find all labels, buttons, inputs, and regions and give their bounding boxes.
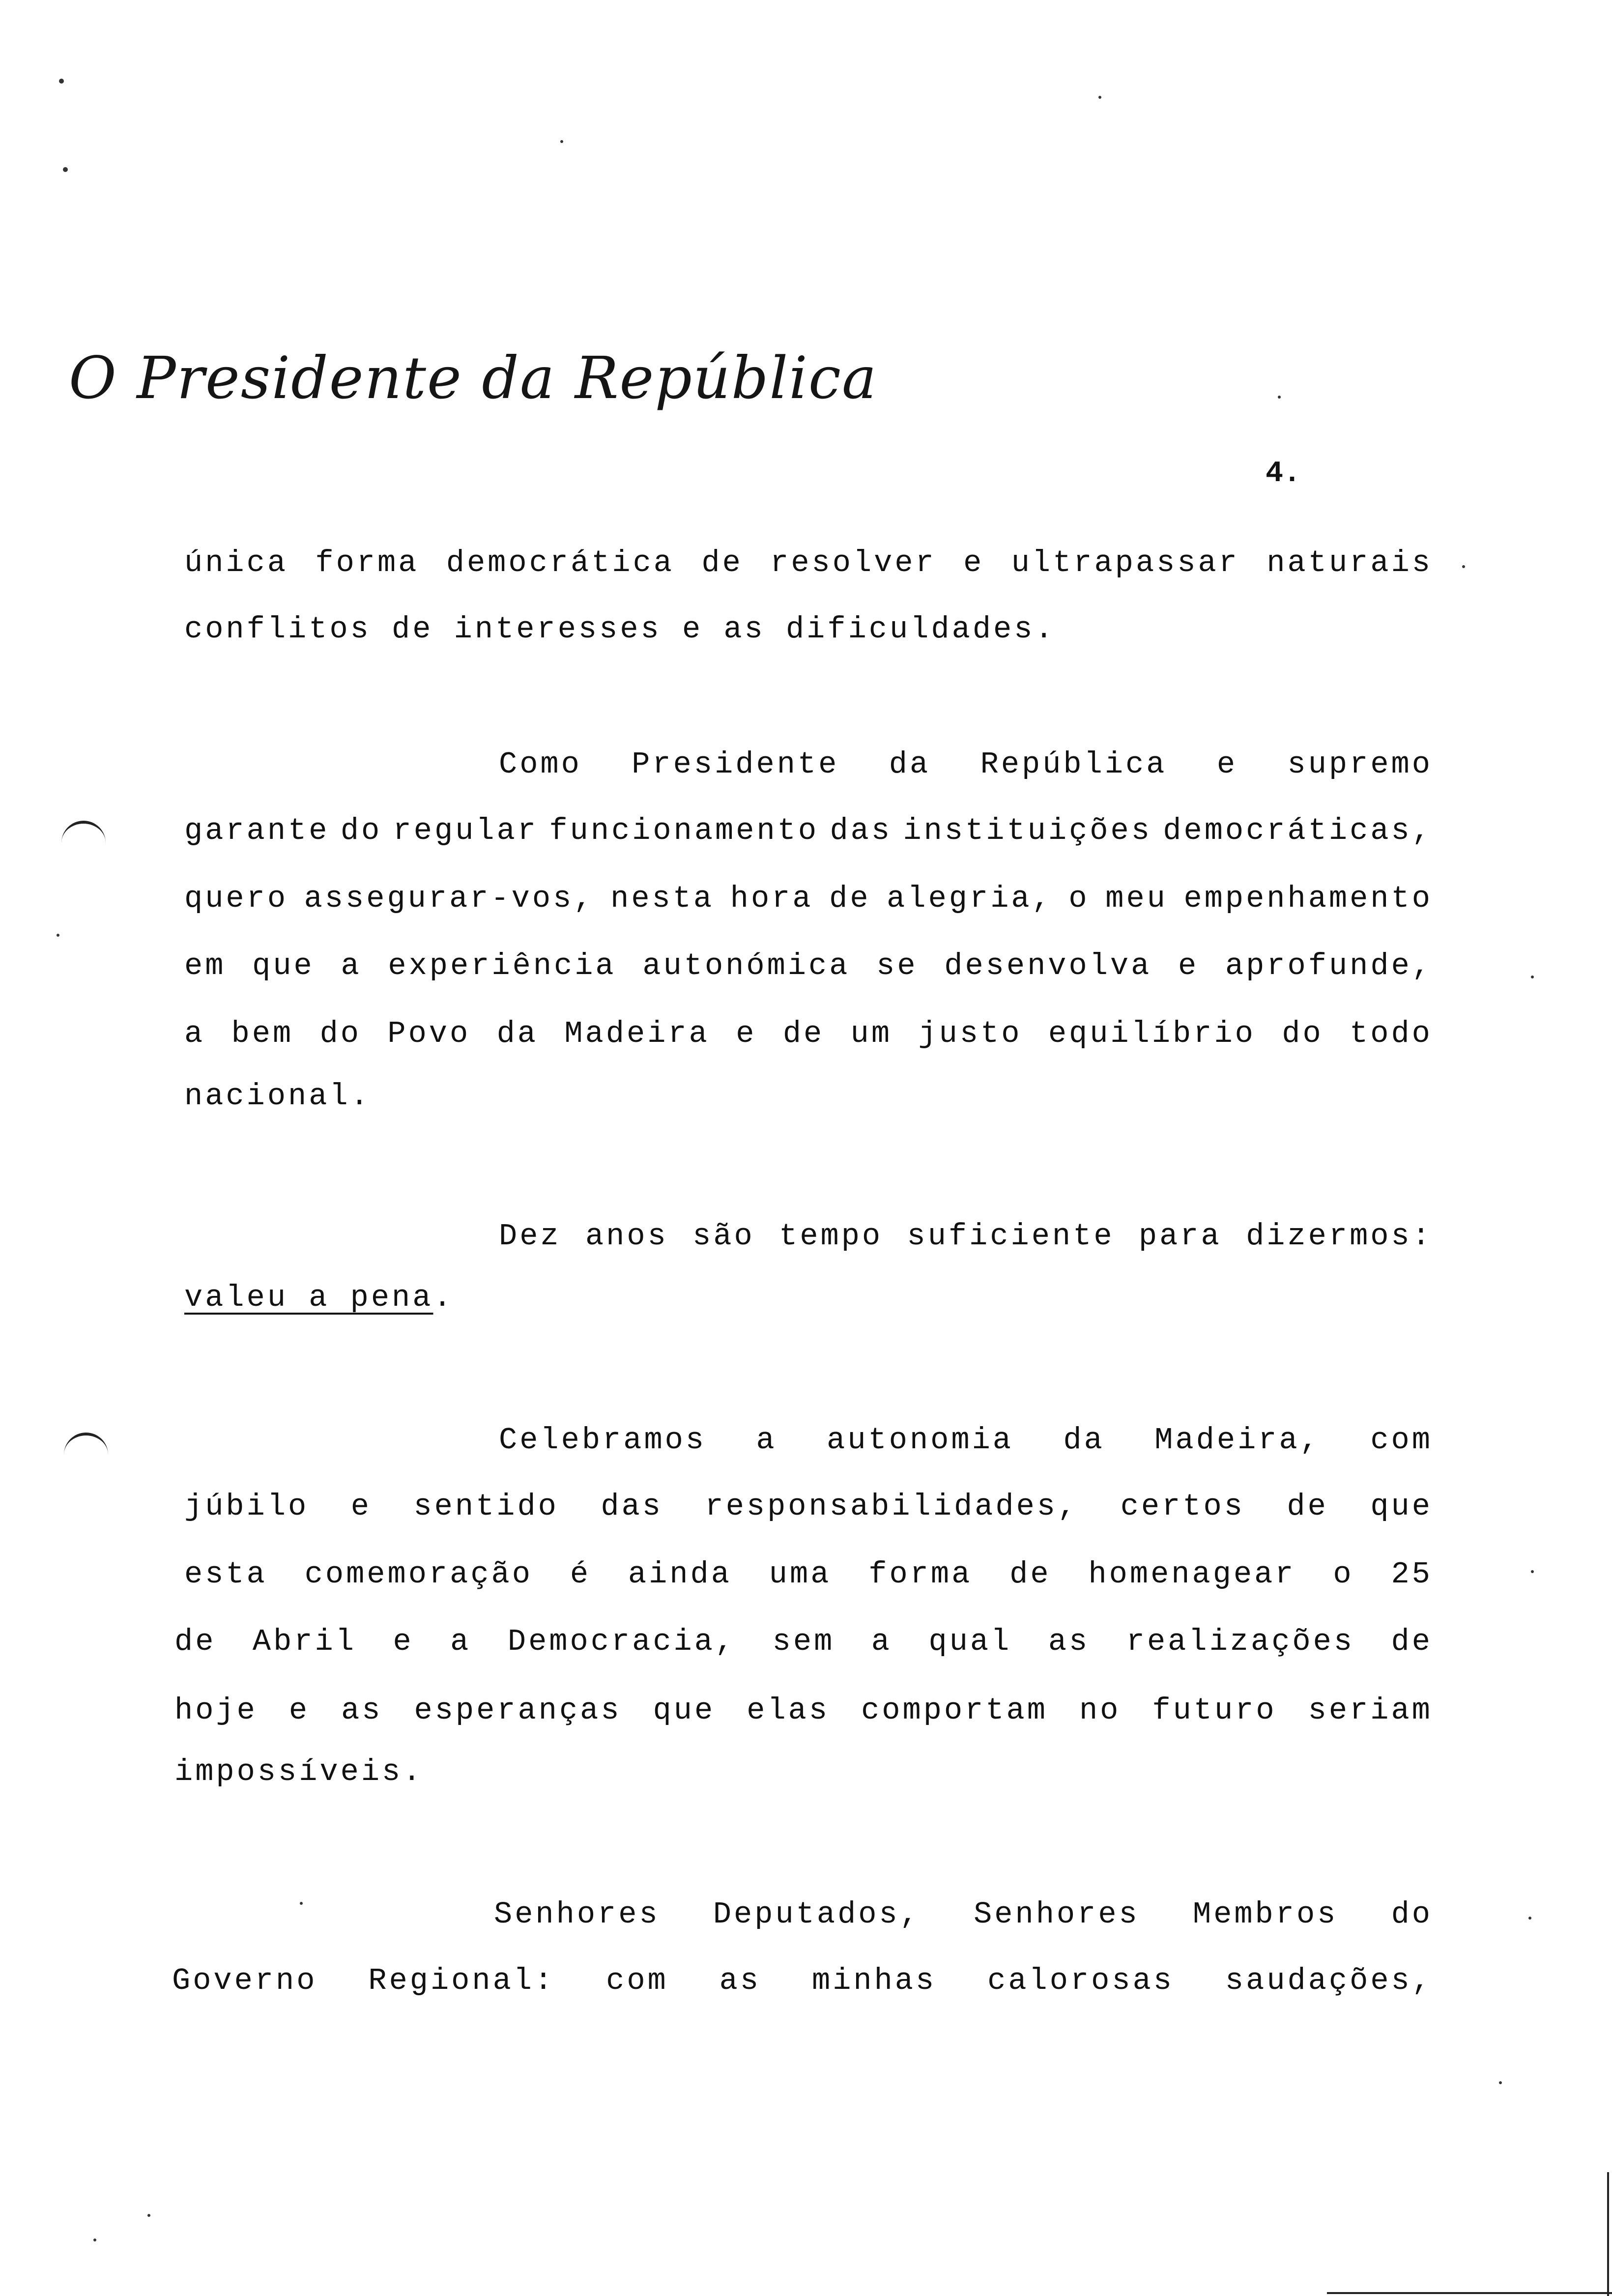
scan-speck: [1531, 1570, 1534, 1573]
word: única: [184, 545, 288, 580]
word: são: [692, 1219, 755, 1254]
word: sem: [772, 1624, 835, 1659]
word: e: [1178, 948, 1199, 983]
word: homenagear: [1088, 1557, 1296, 1592]
page-number: 4.: [1266, 457, 1301, 490]
word: o: [1068, 881, 1090, 916]
text-line: [184, 1079, 371, 1114]
word: as: [719, 1963, 761, 1998]
word: em: [184, 948, 226, 983]
word: de: [1391, 1624, 1433, 1659]
word: hora: [730, 881, 813, 916]
text-line: [494, 1897, 1433, 1932]
word: Dez: [499, 1219, 561, 1254]
word: de: [782, 1016, 825, 1051]
word: de: [829, 881, 871, 916]
word: dizermos:: [1246, 1219, 1433, 1254]
margin-bracket-mark: [64, 1433, 108, 1455]
word: ainda: [628, 1557, 732, 1592]
line-text: conflitos de interesses e as dificuldades.: [184, 612, 1056, 647]
word: e: [736, 1016, 757, 1051]
word: bem: [231, 1016, 294, 1051]
word: Senhores: [494, 1897, 660, 1932]
margin-bracket-mark: [61, 821, 106, 843]
word: Madeira: [564, 1016, 710, 1051]
word: assegurar-vos,: [304, 881, 595, 916]
scan-speck: [93, 2239, 96, 2241]
word: um: [850, 1016, 892, 1051]
word: e: [350, 1489, 372, 1524]
word: suficiente: [907, 1219, 1115, 1254]
line-text: impossíveis.: [174, 1754, 424, 1789]
scan-speck: [59, 79, 64, 84]
word: autonomia: [827, 1423, 1013, 1458]
word: resolver: [770, 545, 936, 580]
word: é: [570, 1557, 591, 1592]
scan-speck: [1528, 1917, 1531, 1920]
word: comportam: [861, 1693, 1048, 1728]
word: e: [393, 1624, 414, 1659]
word: calorosas: [987, 1963, 1174, 1998]
word: Senhores: [974, 1897, 1140, 1932]
text-line: [499, 1423, 1433, 1458]
word: Membros: [1192, 1897, 1338, 1932]
word: se: [876, 948, 918, 983]
word: supremo: [1287, 747, 1433, 782]
word: democrática: [446, 545, 675, 580]
word: aprofunde,: [1225, 948, 1433, 983]
text-line: [184, 1016, 1433, 1051]
word: da: [496, 1016, 539, 1051]
word: 25: [1391, 1557, 1433, 1592]
word: Regional:: [368, 1963, 555, 1998]
word: Democracia,: [507, 1624, 736, 1659]
word: Abril: [252, 1624, 356, 1659]
word: autonómica: [642, 948, 850, 983]
word: Povo: [387, 1016, 471, 1051]
scan-speck: [1499, 2081, 1502, 2084]
word: para: [1138, 1219, 1222, 1254]
word: do: [1282, 1016, 1324, 1051]
word: naturais: [1267, 545, 1433, 580]
word: seriam: [1308, 1693, 1433, 1728]
word: esperanças: [414, 1693, 622, 1728]
word: sentido: [413, 1489, 559, 1524]
word: equilíbrio: [1048, 1016, 1256, 1051]
line-text: nacional.: [184, 1079, 371, 1114]
word: forma: [868, 1557, 973, 1592]
word: que: [653, 1693, 716, 1728]
word: alegria,: [887, 881, 1053, 916]
word: saudações,: [1225, 1963, 1433, 1998]
word: de: [1287, 1489, 1328, 1524]
text-line: [184, 948, 1433, 983]
word: nesta: [610, 881, 715, 916]
word: a: [450, 1624, 471, 1659]
text-line: [172, 1963, 1433, 1998]
word: a: [871, 1624, 892, 1659]
text-line: [184, 1280, 452, 1315]
scan-speck: [560, 140, 563, 143]
word: da: [889, 747, 931, 782]
word: ultrapassar: [1011, 545, 1239, 580]
word: Presidente: [632, 747, 839, 782]
word: do: [319, 1016, 362, 1051]
word: no: [1079, 1693, 1121, 1728]
word: instituições: [903, 813, 1152, 848]
word: esta: [184, 1557, 267, 1592]
text-line: [184, 612, 1056, 647]
word: Madeira,: [1154, 1423, 1321, 1458]
word: República: [980, 747, 1167, 782]
scan-speck: [1098, 96, 1101, 99]
word: com: [1370, 1423, 1433, 1458]
word: Governo: [172, 1963, 317, 1998]
word: comemoração: [304, 1557, 533, 1592]
scan-speck: [57, 934, 59, 937]
word: meu: [1105, 881, 1168, 916]
word: anos: [585, 1219, 668, 1254]
word: realizações: [1126, 1624, 1355, 1659]
scan-speck: [1462, 565, 1465, 568]
word: democráticas,: [1163, 813, 1433, 848]
word: das: [601, 1489, 663, 1524]
word: certos: [1120, 1489, 1245, 1524]
word: desenvolva: [944, 948, 1152, 983]
text-line: [499, 747, 1433, 782]
word: a: [341, 948, 362, 983]
word: justo: [918, 1016, 1022, 1051]
text-line: [184, 545, 1433, 580]
word: e: [963, 545, 984, 580]
word: as: [341, 1693, 383, 1728]
underlined-phrase: valeu a pena: [184, 1280, 433, 1315]
text-line: [174, 1693, 1433, 1728]
word: regular: [393, 813, 539, 848]
scan-edge-line: [1607, 2172, 1609, 2296]
text-line: [184, 1489, 1433, 1524]
scan-speck: [147, 2214, 150, 2217]
word: hoje: [174, 1693, 258, 1728]
word: Deputados,: [713, 1897, 921, 1932]
text-line: [184, 1557, 1433, 1592]
letterhead-signature: O Presidente da República: [69, 344, 878, 412]
word: empenhamento: [1183, 881, 1433, 916]
word: de: [701, 545, 743, 580]
word: da: [1063, 1423, 1105, 1458]
word: quero: [184, 881, 288, 916]
word: todo: [1350, 1016, 1433, 1051]
word: das: [830, 813, 892, 848]
word: do: [1391, 1897, 1433, 1932]
word: tempo: [779, 1219, 883, 1254]
word: responsabilidades,: [705, 1489, 1079, 1524]
word: júbilo: [184, 1489, 309, 1524]
scan-speck: [300, 1902, 303, 1905]
word: que: [1370, 1489, 1433, 1524]
word: Celebramos: [499, 1423, 707, 1458]
scan-speck: [1531, 976, 1534, 978]
word: funcionamento: [549, 813, 819, 848]
word: do: [340, 813, 382, 848]
text-line: [499, 1219, 1433, 1254]
word: as: [1048, 1624, 1090, 1659]
word: qual: [928, 1624, 1012, 1659]
word: experiência: [388, 948, 616, 983]
word: de: [174, 1624, 216, 1659]
word: Como: [499, 747, 582, 782]
text-line: [174, 1624, 1433, 1659]
word: uma: [769, 1557, 832, 1592]
word: que: [252, 948, 315, 983]
text-line: [174, 1754, 1433, 1789]
phrase-punctuation: .: [433, 1280, 452, 1315]
word: o: [1333, 1557, 1354, 1592]
word: com: [606, 1963, 668, 1998]
word: futuro: [1152, 1693, 1277, 1728]
scan-edge-line: [1327, 2292, 1612, 2294]
word: minhas: [811, 1963, 937, 1998]
word: forma: [315, 545, 419, 580]
text-line: [184, 813, 1433, 848]
scan-speck: [63, 167, 68, 172]
word: garante: [184, 813, 330, 848]
word: a: [184, 1016, 205, 1051]
word: e: [1216, 747, 1238, 782]
text-line: [184, 881, 1433, 916]
word: elas: [747, 1693, 830, 1728]
word: a: [756, 1423, 777, 1458]
word: e: [288, 1693, 310, 1728]
scan-speck: [1278, 396, 1281, 399]
word: de: [1009, 1557, 1051, 1592]
